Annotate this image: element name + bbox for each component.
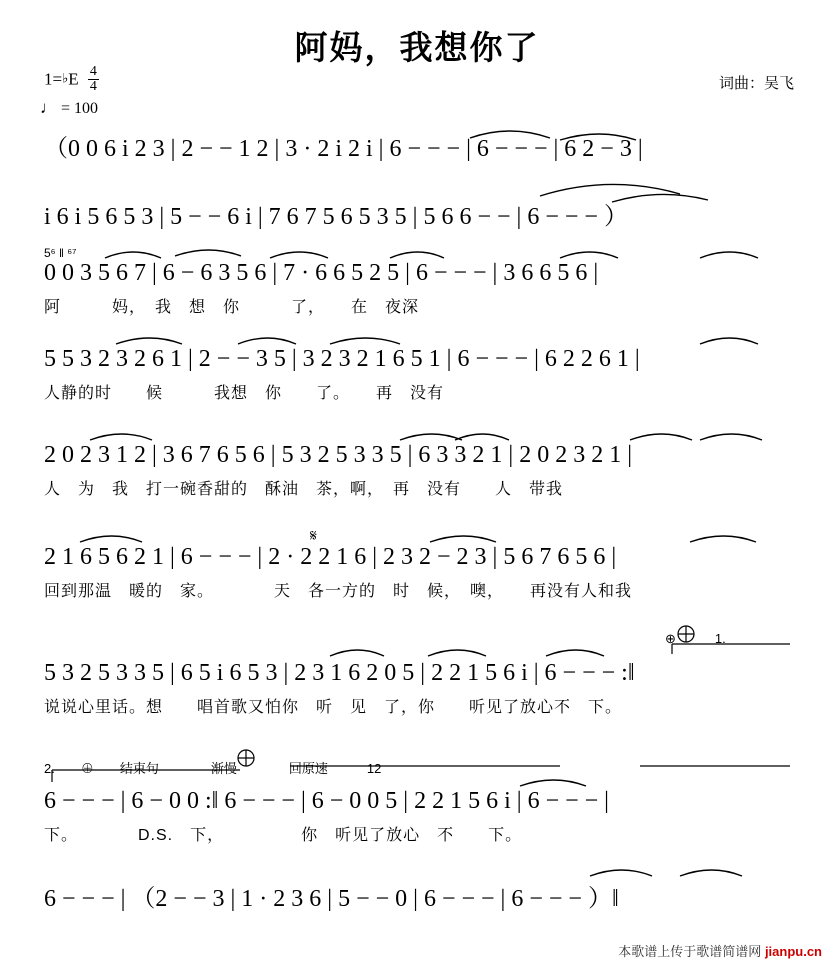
row-music-7: 5 3 2 5 3 3 5 | 6 5 i 6 5 3 | 2 3 1 6 2 0 5 | 2 2 1 5 6 i | 6 − − − :‖ (44, 660, 635, 686)
time-numerator: 4 (89, 64, 97, 79)
row-music-8: 6 − − − | 6 − 0 0 :‖ 6 − − − | 6 − 0 0 5 | 2 2 1 5 6 i | 6 − − − | (44, 788, 609, 814)
row-marks-7: ⊕ 1. (665, 631, 726, 646)
row-lyric-3: 阿 妈， 我 想 你 了， 在 夜深 (44, 299, 420, 316)
key-signature (44, 66, 99, 95)
time-denominator: 4 (89, 79, 97, 94)
composer-credit: 词曲：吴飞 (718, 75, 794, 92)
row-music-6: 2 1 6 5 6 2 1 | 6 − − − | 2 · 2 2 1 6 | 2 3 2 − 2 3 | 5 6 7 6 5 6 | (44, 544, 617, 570)
tempo-marking (40, 98, 98, 118)
row-lyric-5: 人 为 我 打一碗香甜的 酥油 茶，啊， 再 没有 人 带我 (44, 481, 564, 498)
row-lyric-4: 人静的时 候 我想 你 了。 再 没有 (44, 385, 445, 402)
time-signature (88, 65, 99, 94)
key-letter: E (68, 69, 79, 89)
key-label: 1= (44, 69, 63, 89)
page-title: 阿妈，我想你了 (294, 29, 540, 66)
flat-symbol: ♭ (62, 70, 69, 86)
row-music-2: i 6 i 5 6 5 3 | 5 − − 6 i | 7 6 7 5 6 5 3 5 | 5 6 6 − − | 6 − − − ） (44, 204, 628, 230)
tempo-value: 100 (74, 100, 99, 117)
row-music-5: 2 0 2 3 1 2 | 3 6 7 6 5 6 | 5 3 2 5 3 3 5 | 6 3 3 2 1 | 2 0 2 3 2 1 | (44, 442, 633, 468)
footer-site: jianpu.cn (764, 944, 822, 959)
row-lyric-7: 说说心里话。想 唱首歌又怕你 听 见 了，你 听见了放心不 下。 (44, 699, 623, 716)
row-lyric-8: 下。 D.S. 下， 你 听见了放心 不 下。 (44, 827, 523, 844)
footer-credit (618, 941, 822, 960)
row-lyric-6: 回到那温 暖的 家。 天 各一方的 时 候， 噢， 再没有人和我 (44, 583, 633, 600)
row-music-4: 5 5 3 2 3 2 6 1 | 2 − − 3 5 | 3 2 3 2 1 6 5 1 | 6 − − − | 6 2 2 6 1 | (44, 346, 640, 372)
row-marks-6: 𝄋 (310, 528, 317, 545)
row-marks-3: 5⁶ ‖ ⁶⁷ (44, 246, 77, 260)
row-marks-8: 2. ⊕ 结束句 渐慢 回原速 12 (44, 761, 382, 776)
row-music-1: （0 0 6 i 2 3 | 2 − − 1 2 | 3 · 2 i 2 i | 6 − − − | 6 − − − | 6 2 − 3 | (44, 136, 643, 162)
quarter-note-icon: ♩ (40, 98, 57, 117)
row-music-3: 0 0 3 5 6 7 | 6 − 6 3 5 6 | 7 · 6 6 5 2 5 | 6 − − − | 3 6 6 5 6 | (44, 260, 599, 286)
footer-text: 本歌谱上传于歌谱简谱网 (618, 944, 762, 959)
row-music-9: 6 − − − | （2 − − 3 | 1 · 2 3 6 | 5 − − 0 | 6 − − − | 6 − − − ）‖ (44, 886, 619, 912)
tempo-equals: = (61, 100, 71, 117)
